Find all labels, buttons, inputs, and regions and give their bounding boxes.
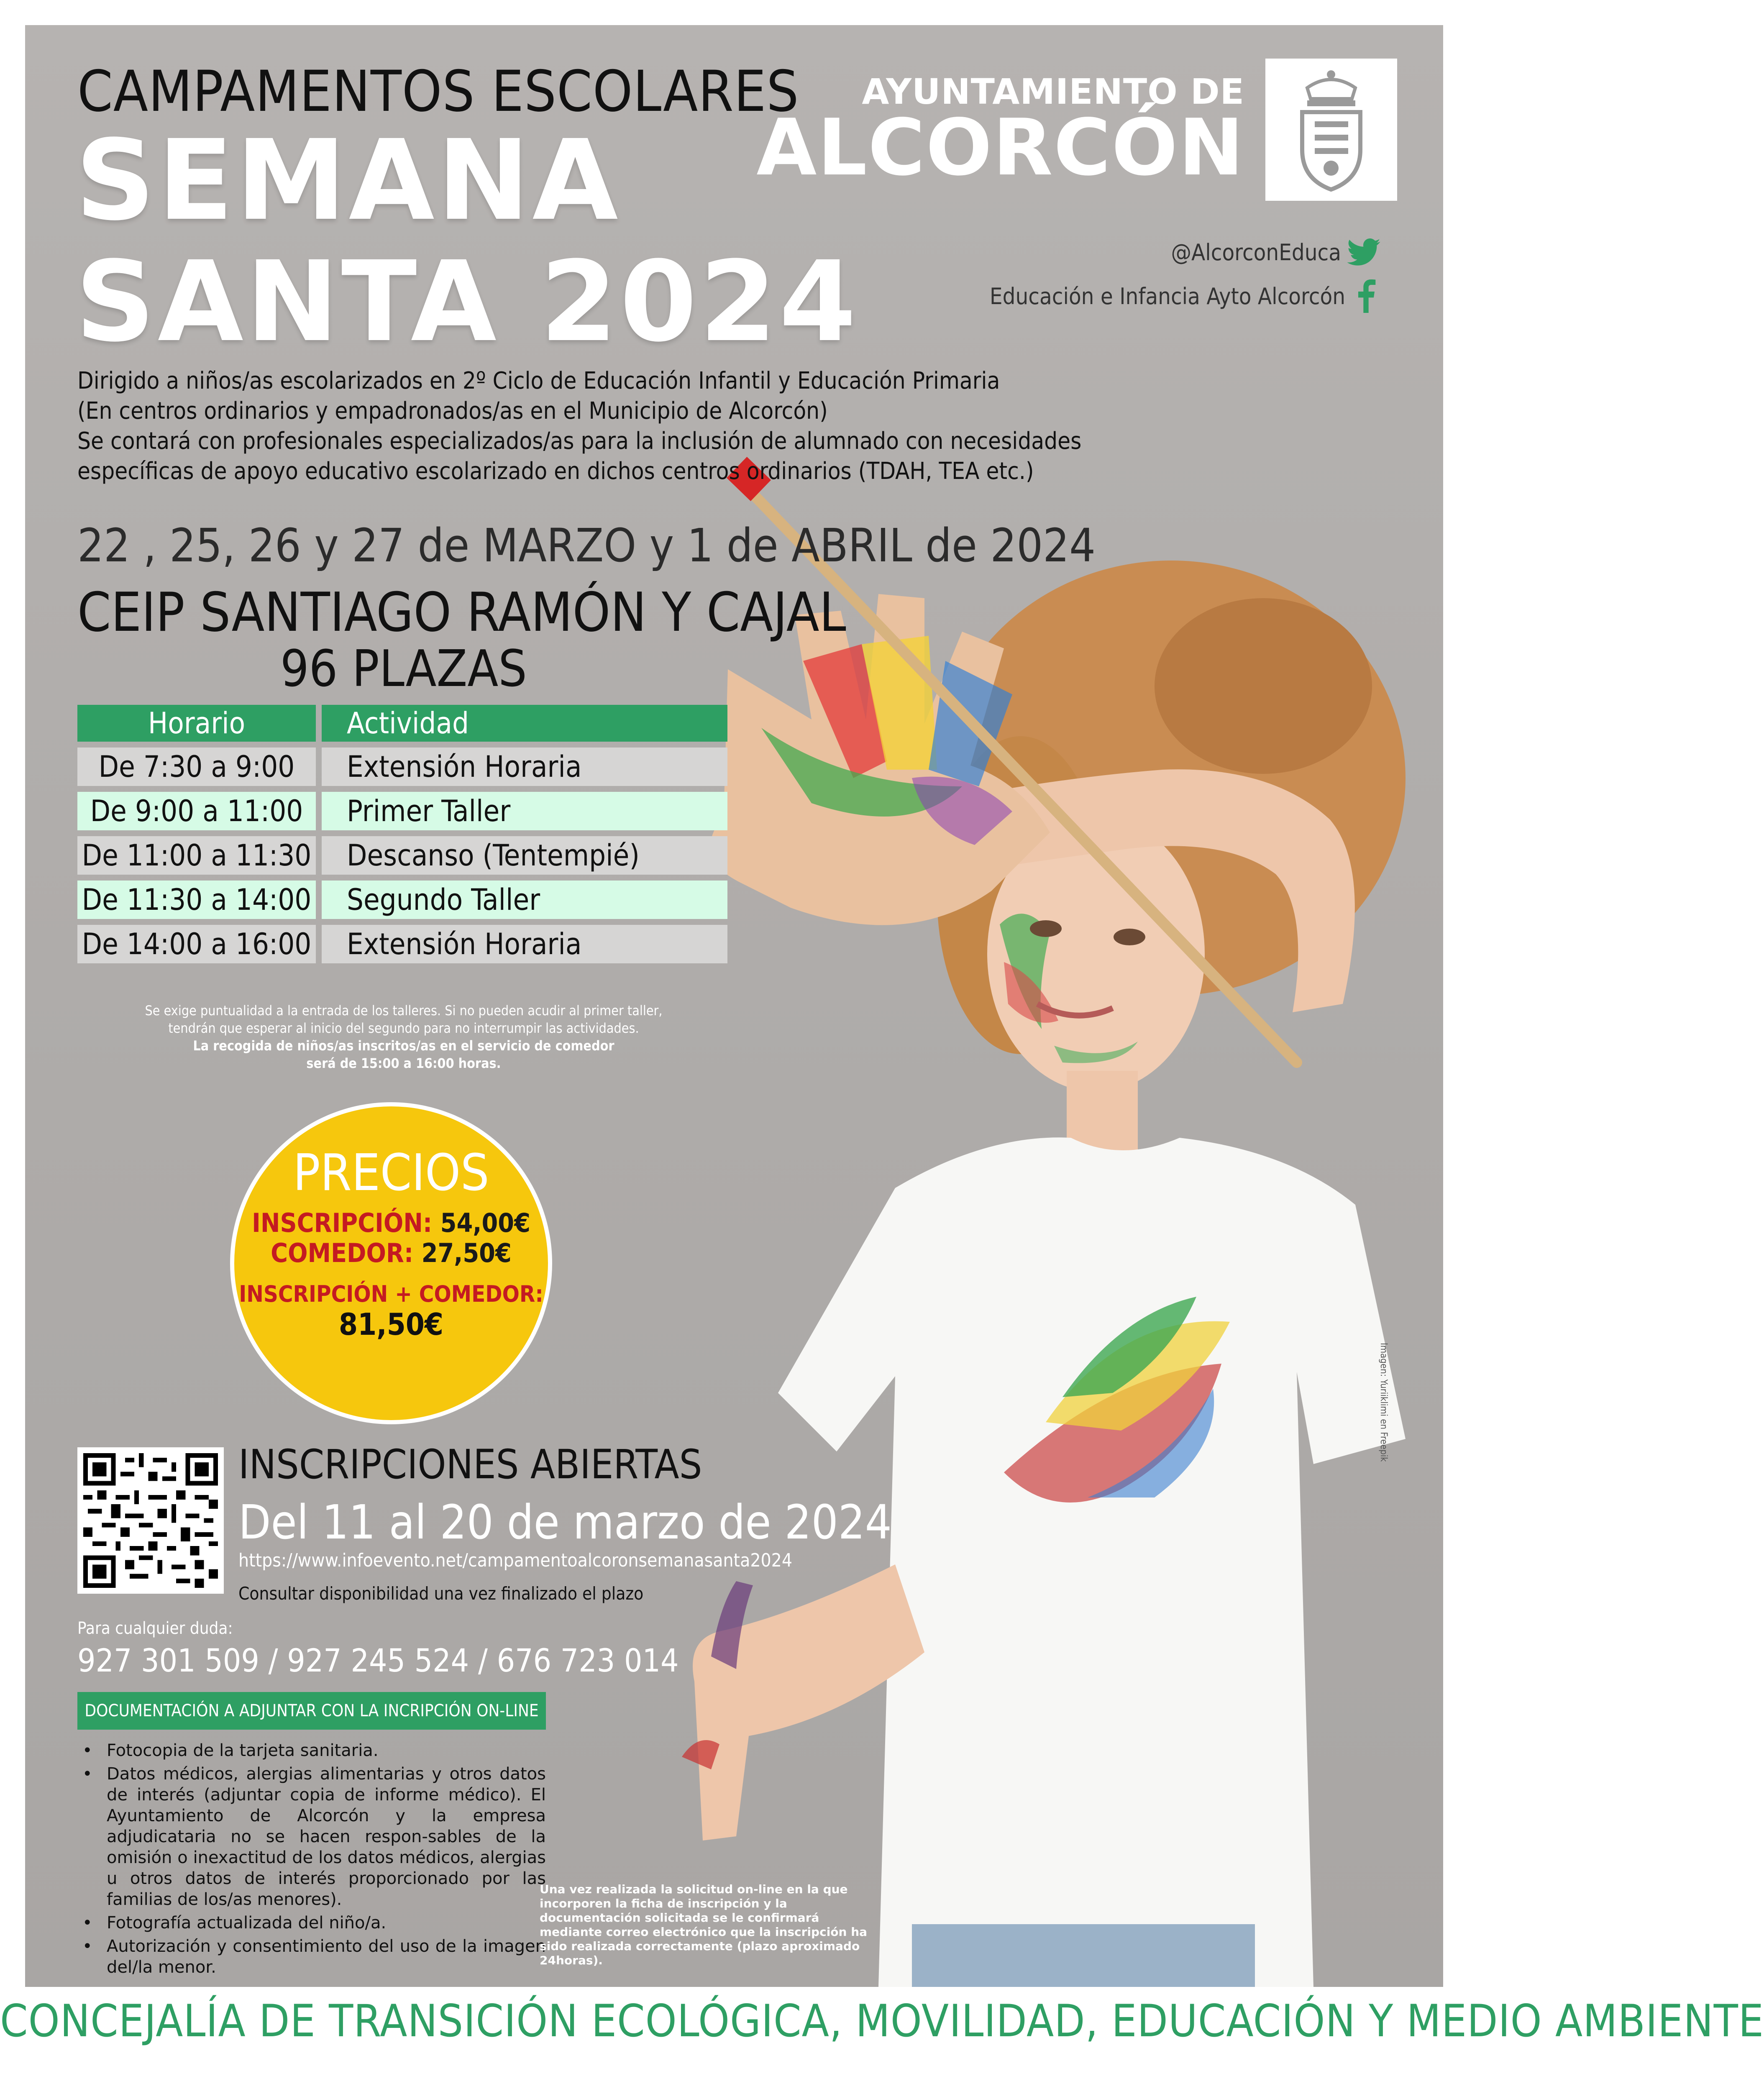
schedule-time: De 9:00 a 11:00 xyxy=(77,792,316,830)
contact-phones[interactable]: 927 301 509 / 927 245 524 / 676 723 014 xyxy=(77,1642,679,1679)
schedule-note-line: La recogida de niños/as inscritos/as en el servicio de comedor xyxy=(193,1038,614,1054)
schedule-header-row xyxy=(77,705,730,742)
intro-line: específicas de apoyo educativo escolarizado en dichos centros ordinarios (TDAH, TEA etc.) xyxy=(77,458,1034,485)
registration-link[interactable]: https://www.infoevento.net/campamentoalcoronsemanasanta2024 xyxy=(238,1550,793,1571)
table-row xyxy=(77,836,730,875)
qr-code[interactable] xyxy=(77,1447,224,1594)
registration-availability: Consultar disponibilidad una vez finalizado el plazo xyxy=(238,1583,644,1604)
contact-label: Para cualquier duda: xyxy=(77,1619,233,1638)
list-item: • Fotocopia de la tarjeta sanitaria. xyxy=(107,1740,546,1761)
facebook-page-name: Educación e Infancia Ayto Alcorcón xyxy=(989,283,1345,310)
schedule-note-line: Se exige puntualidad a la entrada de los talleres. Si no pueden acudir al primer taller, xyxy=(145,1003,663,1019)
logo-box xyxy=(1265,59,1397,201)
schedule-time: De 7:30 a 9:00 xyxy=(77,747,316,786)
price-dining: COMEDOR: 27,50€ xyxy=(271,1238,512,1268)
tshirt-shape xyxy=(778,1137,1406,1987)
table-row xyxy=(77,881,730,919)
event-school: CEIP SANTIAGO RAMÓN Y CAJAL xyxy=(77,581,846,644)
table-row xyxy=(77,925,730,963)
intro-line: Dirigido a niños/as escolarizados en 2º Ciclo de Educación Infantil y Educación Primaria xyxy=(77,367,1000,394)
schedule-note xyxy=(77,1002,730,1072)
documents-title: DOCUMENTACIÓN A ADJUNTAR CON LA INCRIPCIÓN ON-LINE xyxy=(77,1692,546,1730)
documents-list xyxy=(77,1740,546,1980)
event-places: 96 PLAZAS xyxy=(280,640,527,698)
schedule-activity: Segundo Taller xyxy=(322,881,727,919)
schedule-time: De 11:30 a 14:00 xyxy=(77,881,316,919)
image-credit: Imagen: Yuriiklimi en Freepik xyxy=(1378,1343,1389,1462)
footer-department: CONCEJALÍA DE TRANSICIÓN ECOLÓGICA, MOVILIDAD, EDUCACIÓN Y MEDIO AMBIENTE xyxy=(0,1995,1764,2047)
schedule-table xyxy=(77,705,730,969)
social-twitter[interactable] xyxy=(1171,238,1380,266)
intro-text xyxy=(77,366,1165,486)
intro-line: (En centros ordinarios y empadronados/as en el Municipio de Alcorcón) xyxy=(77,397,828,425)
schedule-header-activity: Actividad xyxy=(322,705,727,742)
price-combo-value: 81,50€ xyxy=(339,1307,443,1342)
schedule-note-line: tendrán que esperar al inicio del segundo para no interrumpir las actividades. xyxy=(168,1020,639,1036)
logo-line-2: ALCORCÓN xyxy=(756,102,1244,193)
confirmation-note: Una vez realizada la solicitud on-line en la que incorporen la ficha de inscripción y la documentación solicitada se le confirmará mediante correo electrónico que la inscripción ha sido realizada correctamente (plazo aproximado 24horas). xyxy=(540,1882,868,1967)
schedule-header-time: Horario xyxy=(77,705,316,742)
campaign-subtitle: CAMPAMENTOS ESCOLARES xyxy=(77,59,799,124)
title-line-1: SEMANA xyxy=(75,116,621,245)
table-row xyxy=(77,792,730,830)
registration-title: INSCRIPCIONES ABIERTAS xyxy=(238,1441,702,1488)
title-line-2: SANTA 2024 xyxy=(75,238,859,366)
twitter-handle: @AlcorconEduca xyxy=(1171,239,1341,266)
event-dates: 22 , 25, 26 y 27 de MARZO y 1 de ABRIL de 2024 xyxy=(77,519,1096,572)
list-item: • Datos médicos, alergias alimentarias y otros datos de interés (adjuntar copia de informe médico). El Ayuntamiento de Alcorcón y la empresa adjudicataria no se hacen respon-sables de la omisión o inexactitud de los datos médicos, alergias u otros datos de interés proporcionado por las familias de los/as menores). xyxy=(107,1764,546,1910)
coat-of-arms-icon xyxy=(1265,59,1397,201)
table-row xyxy=(77,747,730,786)
qr-code-icon xyxy=(83,1453,218,1588)
poster xyxy=(25,25,1443,1987)
prices-title: PRECIOS xyxy=(293,1144,489,1202)
schedule-time: De 14:00 a 16:00 xyxy=(77,925,316,963)
schedule-activity: Extensión Horaria xyxy=(322,925,727,963)
schedule-activity: Descanso (Tentempié) xyxy=(322,836,727,875)
list-item: • Autorización y consentimiento del uso de la imagen del/la menor. xyxy=(107,1936,546,1978)
logo-line-1: AYUNTAMIENTO DE xyxy=(862,71,1244,112)
list-item: • Fotografía actualizada del niño/a. xyxy=(107,1912,546,1933)
facebook-f-icon xyxy=(1351,279,1380,313)
price-combo-label: INSCRIPCIÓN + COMEDOR: xyxy=(239,1281,543,1307)
schedule-note-line: será de 15:00 a 16:00 horas. xyxy=(306,1055,501,1071)
social-facebook[interactable] xyxy=(990,279,1380,313)
prices-badge xyxy=(234,1106,548,1420)
schedule-time: De 11:00 a 11:30 xyxy=(77,836,316,875)
schedule-activity: Primer Taller xyxy=(322,792,727,830)
girl-photo xyxy=(678,602,1472,1987)
intro-line: Se contará con profesionales especializados/as para la inclusión de alumnado con necesidades xyxy=(77,427,1082,455)
schedule-activity: Extensión Horaria xyxy=(322,747,727,786)
twitter-bird-icon xyxy=(1347,238,1380,266)
registration-dates: Del 11 al 20 de marzo de 2024 xyxy=(238,1495,892,1550)
price-inscription: INSCRIPCIÓN: 54,00€ xyxy=(252,1208,530,1238)
